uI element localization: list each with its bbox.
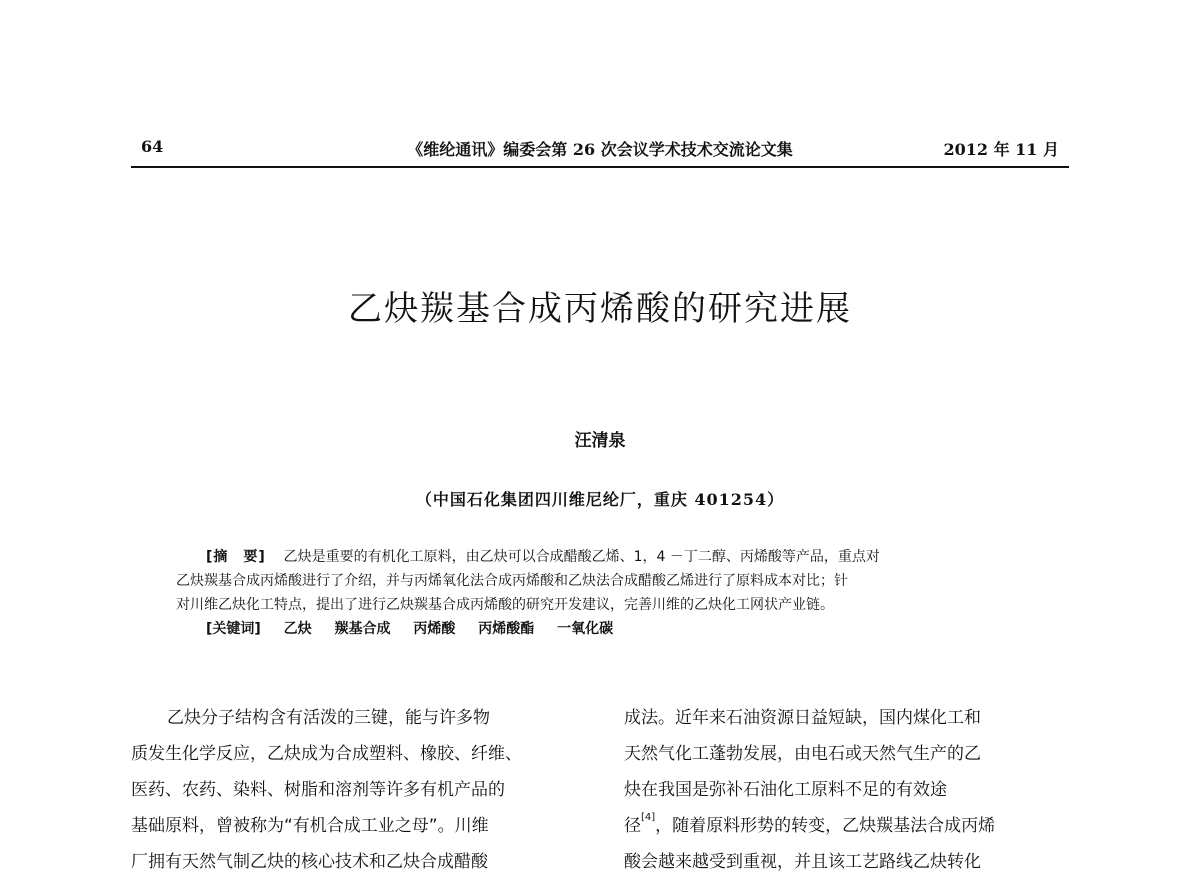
keyword: 羰基合成 <box>334 621 391 637</box>
body-line: 成法。近年来石油资源日益短缺，国内煤化工和 <box>624 708 981 728</box>
body-column-left <box>131 700 576 880</box>
body-line: 基础原料，曾被称为“有机合成工业之母”。川维 <box>131 816 489 836</box>
body-text: 径 <box>624 816 641 836</box>
running-header <box>131 133 1069 163</box>
body-line <box>624 808 1069 844</box>
publication-date: 2012 年 11 月 <box>943 140 1059 159</box>
abstract-line: 对川维乙炔化工特点，提出了进行乙炔羰基合成丙烯酸的研究开发建议，完善川维的乙炔化工网状产业链。 <box>176 597 834 613</box>
body-line: 质发生化学反应，乙炔成为合成塑料、橡胶、纤维、 <box>131 744 522 764</box>
body-column-right <box>624 700 1069 880</box>
article-title: 乙炔羰基合成丙烯酸的研究进展 <box>348 289 852 329</box>
keywords-line <box>176 617 1036 641</box>
author-affiliation: （中国石化集团四川维尼纶厂，重庆 401254） <box>415 490 785 509</box>
abstract-text: 乙炔是重要的有机化工原料，由乙炔可以合成醋酸乙烯、1，4 －丁二醇、丙烯酸等产品，重点对 <box>283 549 880 565</box>
keyword: 丙烯酸 <box>413 621 456 637</box>
body-line: 厂拥有天然气制乙炔的核心技术和乙炔合成醋酸 <box>131 852 488 872</box>
header-divider <box>131 166 1069 168</box>
journal-title: 《维纶通讯》编委会第 26 次会议学术技术交流论文集 <box>407 140 793 159</box>
keyword: 乙炔 <box>283 621 312 637</box>
citation-ref[interactable]: [4] <box>641 812 656 823</box>
body-line: 炔在我国是弥补石油化工原料不足的有效途 <box>624 780 947 800</box>
abstract-line: 乙炔羰基合成丙烯酸进行了介绍，并与丙烯氧化法合成丙烯酸和乙炔法合成醋酸乙烯进行了原料成本对比；针 <box>176 573 848 589</box>
abstract-label: [摘 要] <box>206 549 266 565</box>
body-line: 天然气化工蓬勃发展，由电石或天然气生产的乙 <box>624 744 981 764</box>
keywords-label: [关键词] <box>206 621 261 637</box>
keyword: 一氧化碳 <box>557 621 614 637</box>
abstract <box>176 545 1036 641</box>
body-line: 乙炔分子结构含有活泼的三键，能与许多物 <box>167 708 490 728</box>
body-text: ，随着原料形势的转变，乙炔羰基法合成丙烯 <box>655 816 996 836</box>
abstract-line <box>176 545 1036 569</box>
page-number: 64 <box>141 137 164 156</box>
author-name: 汪清泉 <box>574 431 626 451</box>
keyword: 丙烯酸酯 <box>478 621 535 637</box>
body-line: 酸会越来越受到重视，并且该工艺路线乙炔转化 <box>624 852 981 872</box>
body-line: 医药、农药、染料、树脂和溶剂等许多有机产品的 <box>131 780 505 800</box>
